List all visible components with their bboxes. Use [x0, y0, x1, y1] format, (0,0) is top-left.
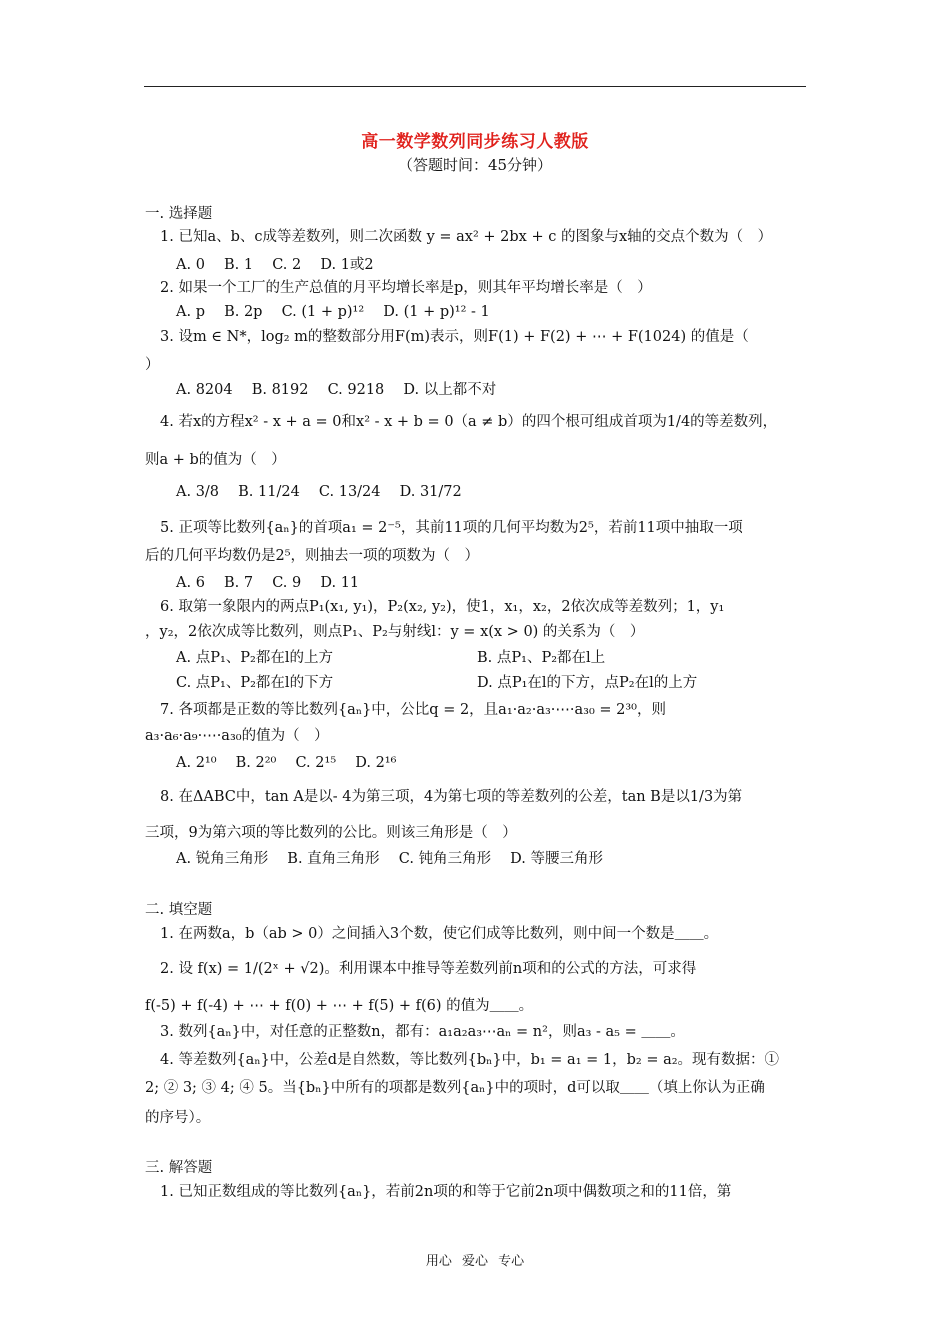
question-1-2-options: A. p B. 2p C. (1 + p)¹² D. (1 + p)¹² - 1: [176, 304, 490, 320]
question-1-5-line1: 5. 正项等比数列{aₙ}的首项a₁ = 2⁻⁵，其前11项的几何平均数为2⁵，若前11项中抽取一项: [160, 520, 743, 536]
page-footer: 用心 爱心 专心: [425, 1254, 525, 1269]
question-1-8-line1: 8. 在ΔABC中，tan A是以- 4为第三项，4为第七项的等差数列的公差，tan B是以1/3为第: [160, 789, 743, 805]
section-heading-solve: 三. 解答题: [145, 1160, 213, 1176]
question-1-6-option-d: D. 点P₁在l的下方，点P₂在l的上方: [477, 675, 698, 691]
question-1-7-line1: 7. 各项都是正数的等比数列{aₙ}中，公比q = 2，且a₁·a₂·a₃·⋯·a₃₀ = 2³⁰，则: [160, 702, 666, 718]
question-1-3-line2: ）: [145, 357, 160, 373]
question-1-1: 1. 已知a、b、c成等差数列，则二次函数 y = ax² + 2bx + c 的图象与x轴的交点个数为（ ）: [160, 229, 773, 245]
question-2-4-line2: 2; ② 3; ③ 4; ④ 5。当{bₙ}中所有的项都是数列{aₙ}中的项时，d可以取＿＿（填上你认为正确: [145, 1080, 765, 1096]
question-2-1: 1. 在两数a，b（ab > 0）之间插入3个数，使它们成等比数列，则中间一个数是＿＿。: [160, 926, 719, 942]
question-1-2: 2. 如果一个工厂的生产总值的月平均增长率是p，则其年平均增长率是（ ）: [160, 280, 652, 296]
question-1-3-line1: 3. 设m ∈ N*，log₂ m的整数部分用F(m)表示，则F(1) + F(2) + ⋯ + F(1024) 的值是（: [160, 329, 749, 345]
question-2-2-line1: 2. 设 f(x) = 1/(2ˣ + √2)。利用课本中推导等差数列前n项和的公式的方法，可求得: [160, 961, 697, 977]
question-1-4-line1: 4. 若x的方程x² - x + a = 0和x² - x + b = 0（a ≠ b）的四个根可组成首项为1/4的等差数列，: [160, 414, 778, 430]
question-2-4-line1: 4. 等差数列{aₙ}中，公差d是自然数，等比数列{bₙ}中，b₁ = a₁ = 1，b₂ = a₂。现有数据：①: [160, 1052, 780, 1068]
question-1-6-line1: 6. 取第一象限内的两点P₁(x₁, y₁)，P₂(x₂, y₂)，使1，x₁，x₂，2依次成等差数列；1，y₁: [160, 599, 725, 615]
question-1-5-line2: 后的几何平均数仍是2⁵，则抽去一项的项数为（ ）: [145, 548, 480, 564]
question-3-1: 1. 已知正数组成的等比数列{aₙ}，若前2n项的和等于它前2n项中偶数项之和的11倍，第: [160, 1184, 732, 1200]
time-limit: （答题时间：45分钟）: [397, 156, 553, 174]
question-1-8-options: A. 锐角三角形 B. 直角三角形 C. 钝角三角形 D. 等腰三角形: [176, 851, 604, 867]
option-b: B. 11/24: [238, 484, 300, 500]
option-a: A. 3/8: [176, 484, 220, 500]
question-1-6-option-b: B. 点P₁、P₂都在l上: [477, 650, 606, 666]
section-heading-fill: 二. 填空题: [145, 902, 213, 918]
page-title: 高一数学数列同步练习人教版: [361, 132, 589, 152]
section-heading-choice: 一. 选择题: [145, 206, 213, 222]
header-rule: [144, 86, 806, 87]
question-2-3: 3. 数列{aₙ}中，对任意的正整数n，都有：a₁a₂a₃⋯aₙ = n²，则a₃ - a₅ = ＿＿。: [160, 1024, 685, 1040]
option-d: D. 31/72: [399, 484, 462, 500]
question-1-4-line2: 则a + b的值为（ ）: [145, 452, 286, 468]
question-2-2-line2: f(-5) + f(-4) + ⋯ + f(0) + ⋯ + f(5) + f(6) 的值为＿＿。: [145, 998, 534, 1014]
question-1-5-options: A. 6 B. 7 C. 9 D. 11: [176, 575, 360, 591]
question-1-4-options: [176, 482, 462, 502]
question-1-8-line2: 三项，9为第六项的等比数列的公比。则该三角形是（ ）: [145, 825, 517, 841]
question-2-4-line3: 的序号）。: [145, 1110, 211, 1126]
question-1-1-options: A. 0 B. 1 C. 2 D. 1或2: [176, 257, 374, 273]
option-c: C. 13/24: [318, 484, 381, 500]
question-1-6-line2: ，y₂，2依次成等比数列，则点P₁、P₂与射线l：y = x(x > 0) 的关系为（ ）: [145, 624, 645, 640]
question-1-6-option-c: C. 点P₁、P₂都在l的下方: [176, 675, 334, 691]
question-1-7-line2: a₃·a₆·a₉·⋯·a₃₀的值为（ ）: [145, 728, 329, 744]
question-1-3-options: A. 8204 B. 8192 C. 9218 D. 以上都不对: [176, 382, 497, 398]
question-1-6-option-a: A. 点P₁、P₂都在l的上方: [176, 650, 333, 666]
question-1-7-options: A. 2¹⁰ B. 2²⁰ C. 2¹⁵ D. 2¹⁶: [176, 755, 397, 771]
